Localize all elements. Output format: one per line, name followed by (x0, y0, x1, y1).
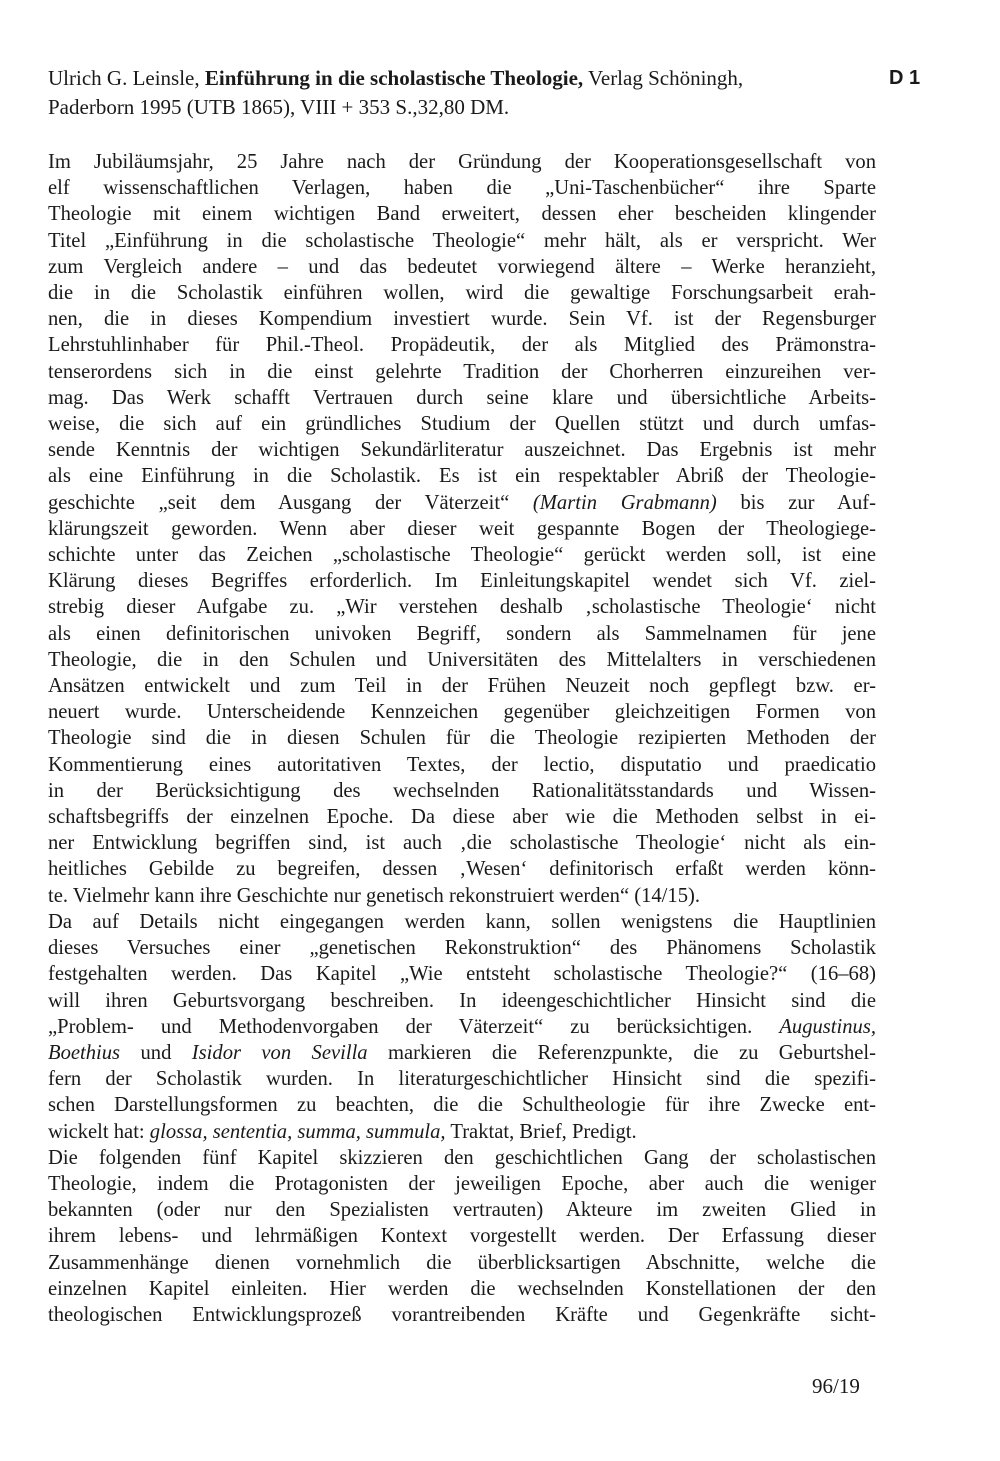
text-line (48, 228, 876, 254)
citation-header (48, 64, 928, 122)
line-text: heitliches Gebilde zu begreifen, dessen ‚Wesen‘ definitorisch erfaßt werden könn- (48, 858, 876, 881)
text-line (48, 804, 876, 830)
text-line (48, 1066, 876, 1092)
text-line (48, 673, 876, 699)
line-text: Klärung dieses Begriffes erforderlich. Im Einleitungskapitel wendet sich Vf. ziel- (48, 570, 876, 593)
line-text: elf wissenschaftlichen Verlagen, haben die „Uni-Taschenbücher“ ihre Sparte (48, 177, 876, 200)
line-text: Theologie mit einem wichtigen Band erweitert, dessen eher bescheiden klingender (48, 203, 876, 226)
line-text: ihrem lebens- und lehrmäßigen Kontext vorgestellt werden. Der Erfassung dieser (48, 1225, 876, 1248)
line-text: Lehrstuhlinhaber für Phil.-Theol. Propädeutik, der als Mitglied des Prämonstra- (48, 334, 876, 357)
text-line (48, 490, 876, 516)
text-line (48, 516, 876, 542)
page-number: 96/19 (812, 1374, 860, 1398)
text-line (48, 856, 876, 882)
line-text: Theologie sind die in diesen Schulen für die Theologie rezipierten Methoden der (48, 727, 876, 750)
line-text: tenserordens sich in die einst gelehrte Tradition der Chorherren einzureihen ver- (48, 360, 876, 383)
text-line (48, 149, 876, 175)
italic-text: (Martin Grabmann) (532, 491, 717, 514)
text-line (48, 254, 876, 280)
text-line (48, 1302, 876, 1328)
text-line (48, 988, 876, 1014)
text-line (48, 359, 876, 385)
text-line (48, 909, 876, 935)
text-line (48, 280, 876, 306)
text-line (48, 621, 876, 647)
line-text: Im Jubiläumsjahr, 25 Jahre nach der Gründung der Kooperationsgesellschaft von (48, 151, 876, 173)
italic-text: Isidor von Sevilla (191, 1041, 368, 1064)
publisher: Verlag Schöningh, (588, 66, 744, 90)
text-line (48, 568, 876, 594)
line-text: ner Entwicklung begriffen sind, ist auch ‚die scholastische Theologie‘ nicht als ein- (48, 832, 876, 855)
line-text: fern der Scholastik wurden. In literaturgeschichtlicher Hinsicht sind die spezifi- (48, 1068, 876, 1091)
text-line (48, 830, 876, 856)
line-text: neuert wurde. Unterscheidende Kennzeichen gegenüber gleichzeitigen Formen von (48, 701, 876, 724)
text-line (48, 935, 876, 961)
text-line (48, 1223, 876, 1249)
line-text: wickelt hat: (48, 1120, 150, 1143)
line-text: strebig dieser Aufgabe zu. „Wir verstehen deshalb ‚scholastische Theologie‘ nicht (48, 596, 876, 619)
line-text: als eine Einführung in die Scholastik. Es ist ein respektabler Abriß der Theologie- (48, 465, 876, 488)
text-line (48, 1250, 876, 1276)
line-text: Zusammenhänge dienen vornehmlich die überblicksartigen Abschnitte, welche die (48, 1251, 876, 1274)
section-code: D 1 (889, 67, 921, 89)
text-line (48, 1119, 876, 1145)
line-text: Ansätzen entwickelt und zum Teil in der Frühen Neuzeit noch gepflegt bzw. er- (48, 675, 876, 698)
line-text: will ihren Geburtsvorgang beschreiben. In ideengeschichtlicher Hinsicht sind die (48, 989, 876, 1012)
line-text: bekannten (oder nur den Spezialisten vertrauten) Akteure im zweiten Glied in (48, 1199, 876, 1222)
review-body (48, 149, 876, 1328)
line-text: zum Vergleich andere – und das bedeutet vorwiegend ältere – Werke heranzieht, (48, 255, 876, 278)
text-line (48, 1145, 876, 1171)
book-title: Einführung in die scholastische Theologie, (204, 66, 584, 90)
line-text: in der Berücksichtigung des wechselnden Rationalitätsstandards und Wissen- (48, 779, 876, 802)
line-text: dieses Versuches einer „genetischen Rekonstruktion“ des Phänomens Scholastik (48, 937, 876, 960)
line-text: als einen definitorischen univoken Begriff, sondern als Sammelnamen für jene (48, 622, 876, 645)
line-text: klärungszeit geworden. Wenn aber dieser weit gespannte Bogen der Theologiege- (48, 517, 876, 540)
text-line (48, 463, 876, 489)
text-line (48, 1092, 876, 1118)
line-text: Theologie, indem die Protagonisten der jeweiligen Epoche, aber auch die weniger (48, 1172, 876, 1195)
line-text: nen, die in dieses Kompendium investiert wurde. Sein Vf. ist der Regensburger (48, 308, 876, 331)
italic-text: Boethius (48, 1041, 121, 1064)
line-text: einzelnen Kapitel einleiten. Hier werden die wechselnden Konstellationen der den (48, 1277, 876, 1300)
line-text: te. Vielmehr kann ihre Geschichte nur genetisch rekonstruiert werden“ (14/15). (48, 884, 701, 907)
publication-details: Paderborn 1995 (UTB 1865), VIII + 353 S.,32,80 DM. (48, 95, 510, 119)
text-line (48, 1171, 876, 1197)
text-line (48, 961, 876, 987)
text-line (48, 883, 876, 909)
line-text: theologischen Entwicklungsprozeß vorantreibenden Kräfte und Gegenkräfte sicht- (48, 1303, 876, 1326)
author: Ulrich G. Leinsle, (48, 66, 200, 90)
text-line (48, 385, 876, 411)
line-text: Die folgenden fünf Kapitel skizzieren den geschichtlichen Gang der scholastischen (48, 1146, 876, 1169)
italic-text: glossa, sententia, summa, summula, (149, 1120, 446, 1143)
line-text: schaftsbegriffs der einzelnen Epoche. Da diese aber wie die Methoden selbst in ei- (48, 806, 876, 829)
text-line (48, 437, 876, 463)
text-line (48, 175, 876, 201)
line-text: sende Kenntnis der wichtigen Sekundärliteratur auszeichnet. Das Ergebnis ist mehr (48, 439, 876, 462)
text-line (48, 778, 876, 804)
line-text: weise, die sich auf ein gründliches Studium der Quellen stützt und durch umfas- (48, 413, 876, 436)
line-text: Kommentierung eines autoritativen Textes, der lectio, disputatio und praedicatio (48, 753, 876, 776)
line-text: markieren die Referenzpunkte, die zu Geburtshel- (367, 1041, 877, 1064)
line-text: bis zur Auf- (716, 491, 876, 514)
line-text: und (120, 1041, 192, 1064)
text-line (48, 411, 876, 437)
text-line (48, 1276, 876, 1302)
text-line (48, 306, 876, 332)
text-line (48, 1197, 876, 1223)
line-text: „Problem- und Methodenvorgaben der Väterzeit“ zu berücksichtigen. (48, 1015, 780, 1038)
line-text: mag. Das Werk schafft Vertrauen durch seine klare und übersichtliche Arbeits- (48, 386, 876, 409)
line-text: die in die Scholastik einführen wollen, wird die gewaltige Forschungsarbeit erah- (48, 282, 876, 305)
text-line (48, 201, 876, 227)
line-text: schichte unter das Zeichen „scholastische Theologie“ gerückt werden soll, ist eine (48, 544, 876, 567)
text-line (48, 594, 876, 620)
text-line (48, 332, 876, 358)
line-text: geschichte „seit dem Ausgang der Väterzeit“ (48, 491, 533, 514)
line-text: festgehalten werden. Das Kapitel „Wie entsteht scholastische Theologie?“ (16–68) (48, 963, 876, 986)
text-line (48, 699, 876, 725)
text-line (48, 1040, 876, 1066)
line-text: Theologie, die in den Schulen und Universitäten des Mittelalters in verschiedenen (48, 648, 876, 671)
line-text: Traktat, Brief, Predigt. (445, 1120, 637, 1143)
text-line (48, 725, 876, 751)
italic-text: Augustinus, (779, 1015, 876, 1038)
line-text: Da auf Details nicht eingegangen werden kann, sollen wenigstens die Hauptlinien (48, 910, 876, 933)
line-text: schen Darstellungsformen zu beachten, die die Schultheologie für ihre Zwecke ent- (48, 1094, 876, 1117)
line-text: Titel „Einführung in die scholastische Theologie“ mehr hält, als er verspricht. Wer (48, 229, 876, 252)
text-line (48, 1014, 876, 1040)
text-line (48, 542, 876, 568)
text-line (48, 752, 876, 778)
text-line (48, 647, 876, 673)
